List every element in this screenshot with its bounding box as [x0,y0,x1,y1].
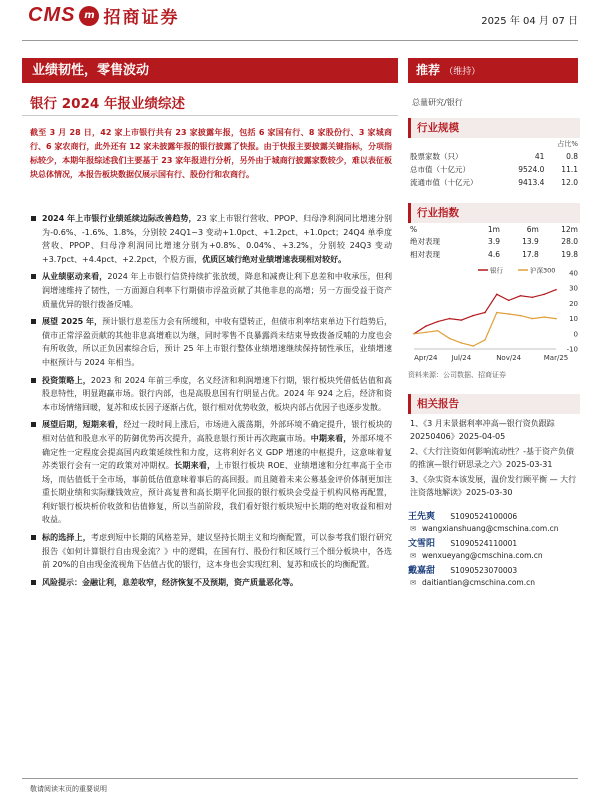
report-date: 2025 年 04 月 07 日 [481,16,578,27]
series-point-1 [532,318,534,320]
series-point-0 [449,318,451,320]
y-tick-label: 30 [569,284,578,293]
x-tick-label: Nov/24 [496,354,522,362]
x-tick-label: Jul/24 [451,354,472,362]
series-point-1 [413,333,415,335]
series-point-0 [472,315,474,317]
table-row: 相对表现 4.6 17.8 19.8 [410,250,578,259]
table-header-row: % 1m 6m 12m [410,224,578,234]
y-tick-label: -10 [566,345,578,354]
bullet-item: 投资策略上，2023 和 2024 年前三季度，名义经济和利润增速下行期，银行板块凭借低估值和高股息特性，明显跑赢市场。银行内部，也是高股息国有行明显占优。2024 年 924 之后，经济和资本市场情绪回暖，复苏和成长因子逐渐占优，银行相对优势收敛，板块内部占优因子也逐步发散。 [30,374,392,415]
logo-text-cn: 招商证券 [103,8,180,28]
related-reports-list [408,414,580,499]
series-point-0 [508,300,510,302]
legend-label-1: 沪深300 [530,266,556,275]
chart-source: 资料来源：公司数据、招商证券 [408,371,506,379]
rating-label: 推荐 [416,63,441,77]
table-row: 流通市值（十亿元） 9413.4 12.0 [410,178,578,187]
index-chart-svg [408,265,580,367]
rating-sub: （维持） [444,67,481,77]
series-point-0 [484,312,486,314]
analyst-list [408,511,580,588]
series-point-1 [425,331,427,333]
analyst-code: S1090524100006 [450,512,518,521]
series-point-1 [496,312,498,314]
analyst-entry [408,511,580,534]
analyst-entry [408,538,580,561]
analyst-email[interactable]: ✉ daitiantian@cmschina.com.cn [408,577,580,588]
legend-label-0: 银行 [490,266,503,275]
industry-index-heading: 行业指数 [408,203,580,223]
series-point-1 [555,318,557,320]
series-point-0 [532,297,534,299]
y-tick-label: 0 [573,330,578,339]
analyst-name: 戴嘉甜 [408,566,436,576]
table-row: 总市值（十亿元） 9524.0 11.1 [410,165,578,174]
industry-scale-table [408,138,580,189]
series-point-0 [496,293,498,295]
unit-label: 占比% [557,140,578,148]
index-chart [408,265,580,367]
series-point-1 [437,330,439,332]
rating-banner [408,58,578,83]
analyst-code: S1090523070003 [450,566,518,575]
bullet-item: 风险提示：金融让利，息差收窄，经济恢复不及预期，资产质量恶化等。 [30,576,392,590]
analyst-name: 王先爽 [408,512,436,522]
analyst-email[interactable]: ✉ wenxueyang@cmschina.com.cn [408,550,580,561]
x-tick-label: Apr/24 [414,354,438,362]
table-row: 股票家数（只） 41 0.8 [410,152,578,161]
series-point-1 [484,339,486,341]
report-link[interactable]: 2、《大行注资如何影响流动性？-基于资产负债的推演—银行研思录之六》2025-03-31 [410,447,574,469]
analyst-email[interactable]: ✉ wangxianshuang@cmschina.com.cn [408,523,580,534]
series-point-0 [461,319,463,321]
x-tick-label: Mar/25 [543,354,569,362]
series-point-1 [449,338,451,340]
analyst-name: 文雪阳 [408,539,436,549]
bullet-list [30,212,392,593]
bullet-item: 标的选择上，考虑到短中长期的风格差异，建议坚持长期主义和均衡配置，可以参考我们银行研究报告《如何计算银行自由现金流？》中的逻辑，在国有行、股份行和区域行三个细分板块中，各选前 20%的自由现金流视角下估值占优的银行，这本身也会实现红利、复苏和成长的均衡配置。 [30,531,392,572]
summary-paragraph: 截至 3 月 28 日，42 家上市银行共有 23 家披露年报，包括 6 家国有行、8 家股份行、3 家城商行、6 家农商行，此外还有 12 家未披露年报的银行披露了快报。由于快报主要披露关键指标，分项指标较少，本期年报综述我们主要基于 23 家年报进行分析，另外由于城商行披露家数较少，难以表征板块总体情况，本报告板块数据仅展示国有行、股份行和农商行。 [30,128,392,179]
bullet-item: 展望后期，短期来看，经过一段时间上涨后，市场进入震荡期，外部环境不确定提升，银行板块的相对估值和股息水平的防御优势再次提升，高股息银行预计再次跑赢市场。中期来看，外部环境不确定性一定程度会提高国内政策延续性和力度，这将利好名义 GDP 增速的中枢提升，这意味着复苏类银行会有一定的政策对冲期权。长期来看，上市银行板块 ROE、业绩增速和分红率高于全市场，而估值低于全市场，事前低估值意味着事后的高回报。而且随着未来公募基金评价体制更加注重长期业绩和实际赚钱效应，预计高复普和高长期平化回报的银行板块会受益于机构风格再配置，利好银行板块析价收敛和估值修复，所以当前阶段，我们看好银行板块短中长期的绝对收益和相对收益。 [30,418,392,527]
series-point-0 [520,295,522,297]
y-tick-label: 20 [569,299,578,308]
related-reports-heading: 相关报告 [408,394,580,414]
series-point-0 [425,325,427,327]
y-tick-label: 40 [569,269,578,278]
header-divider [22,40,578,41]
industry-index-table [408,223,580,261]
series-point-1 [461,342,463,344]
industry-scale-heading: 行业规模 [408,118,580,138]
page-header [0,0,600,42]
report-link[interactable]: 1、《3 月末景据利率冲高—银行资负跟踪 20250406》2025-04-05 [410,419,555,441]
series-point-1 [520,315,522,317]
report-title: 银行 2024 年报业绩综述 [30,96,185,112]
series-point-1 [543,316,545,318]
logo-badge-icon: m [79,6,99,26]
analyst-entry [408,565,580,588]
y-tick-label: 10 [569,315,578,324]
bullet-item: 展望 2025 年，预计银行息差压力会有所缓和，中收有望转正，但债市利率结束单边下行趋势后，债市正常浮盈贡献的其他非息高增难以为继，同时零售不良暴露尚未结束导致拨备反哺的力度也会有所收敛，所以正负因素综合后，预计 25 年上市银行整体业绩增速继续保持韧性承压，业绩增速中枢预计与 2024 年相当。 [30,315,392,369]
bullet-item: 2024 年上市银行业绩延续边际改善趋势，23 家上市银行营收、PPOP、归母净利润同比增速分别为-0.6%、-1.6%、1.8%，分别较 24Q1~3 变动+1.0pct、+1.2pct、+1.0pct；24Q4 单季度营收、PPOP、归母净利润同比增速分别为+0.8%、0.04%、+3.2%，分别较 24Q3 变动+3.7pct、+4.4pct、+2.2pct，个股方面，优质区域行绝对业绩增速表现相对较好。 [30,212,392,266]
report-subtitle-banner: 业绩韧性，零售波动 [22,58,398,83]
series-point-0 [555,289,557,291]
company-logo [28,3,179,28]
series-point-1 [472,345,474,347]
series-point-0 [437,321,439,323]
table-row: 绝对表现 3.9 13.9 28.0 [410,237,578,246]
footer-note: 敬请阅读末页的重要说明 [30,785,107,793]
series-point-1 [508,313,510,315]
series-line-1 [414,313,556,347]
logo-text-en: CMS [28,4,76,26]
footer-divider [22,778,578,779]
series-point-0 [543,293,545,295]
sidebar [408,118,580,592]
bullet-item: 从业绩驱动来看，2024 年上市银行信贷持续扩张放缓，降息和减费让利下息差和中收承压，但利润增速维持了韧性，一方面源自利率下行期债市浮盈贡献了其他非息的高增；另一方面受益于资产质量优异的银行拨备反哺。 [30,270,392,311]
title-divider [22,115,398,116]
analyst-code: S1090524110001 [450,539,518,548]
report-link[interactable]: 3、《杂实资本该发展，温价发行顾平衡 — 大行注资落地解读》2025-03-30 [410,475,577,497]
report-category: 总量研究/银行 [412,98,463,107]
